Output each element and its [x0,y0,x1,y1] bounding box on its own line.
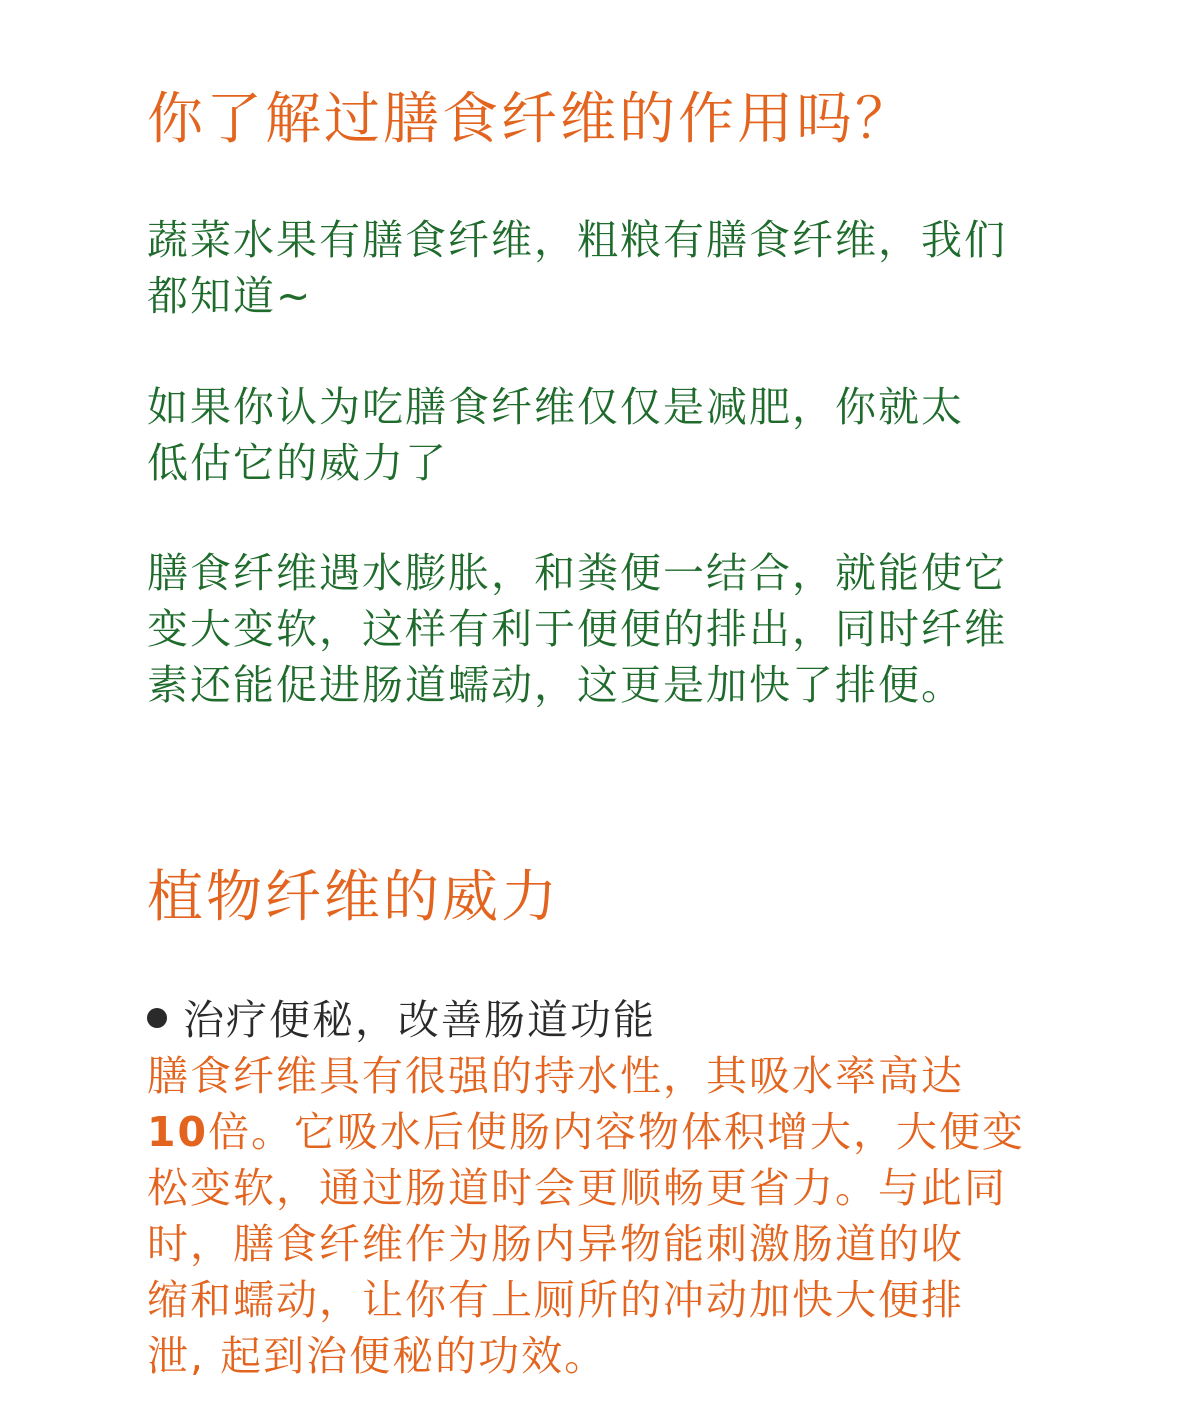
section2-bullet [147,992,1077,1048]
text-line: 膳食纤维遇水膨胀，和粪便一结合，就能使它 [147,549,1007,597]
bullet-label: 治疗便秘，改善肠道功能 [183,996,656,1044]
section2-body [147,1048,1077,1384]
section1-paragraph-2 [147,379,1077,491]
section1-title-block [147,88,1077,152]
text-line: 泄, 起到治便秘的功效。 [147,1332,608,1380]
section2-title-block [147,866,1077,930]
paragraph-vegetables-grains [147,212,1077,324]
bullet-dot-icon [147,1008,167,1028]
text-line: 膳食纤维具有很强的持水性，其吸水率高达 [147,1052,964,1100]
text-segment: 倍。它吸水后使肠内容物体积增大，大便变 [208,1108,1026,1156]
text-line: 时，膳食纤维作为肠内异物能刺激肠道的收 [147,1220,964,1268]
text-line: 低估它的威力了 [147,439,448,487]
text-line: 素还能促进肠道蠕动，这更是加快了排便。 [147,661,964,709]
text-line: 都知道~ [147,272,313,320]
text-line: 如果你认为吃膳食纤维仅仅是减肥，你就太 [147,383,964,431]
paragraph-fiber-function [147,545,1077,713]
section1-title: 你了解过膳食纤维的作用吗？ [147,87,914,152]
text-line: 缩和蠕动，让你有上厕所的冲动加快大便排 [147,1276,964,1324]
text-line [147,1104,1077,1160]
bullet-item [147,992,1077,1048]
section2-title: 植物纤维的威力 [147,865,560,930]
paragraph-not-just-diet [147,379,1077,491]
highlight-number: 10 [147,1108,209,1156]
section1-paragraph-3 [147,545,1077,713]
section1-paragraph-1 [147,212,1077,324]
text-line: 变大变软，这样有利于便便的排出，同时纤维 [147,605,1007,653]
text-line: 蔬菜水果有膳食纤维，粗粮有膳食纤维，我们 [147,216,1007,264]
paragraph-constipation [147,1048,1077,1384]
text-line: 松变软，通过肠道时会更顺畅更省力。与此同 [147,1164,1007,1212]
